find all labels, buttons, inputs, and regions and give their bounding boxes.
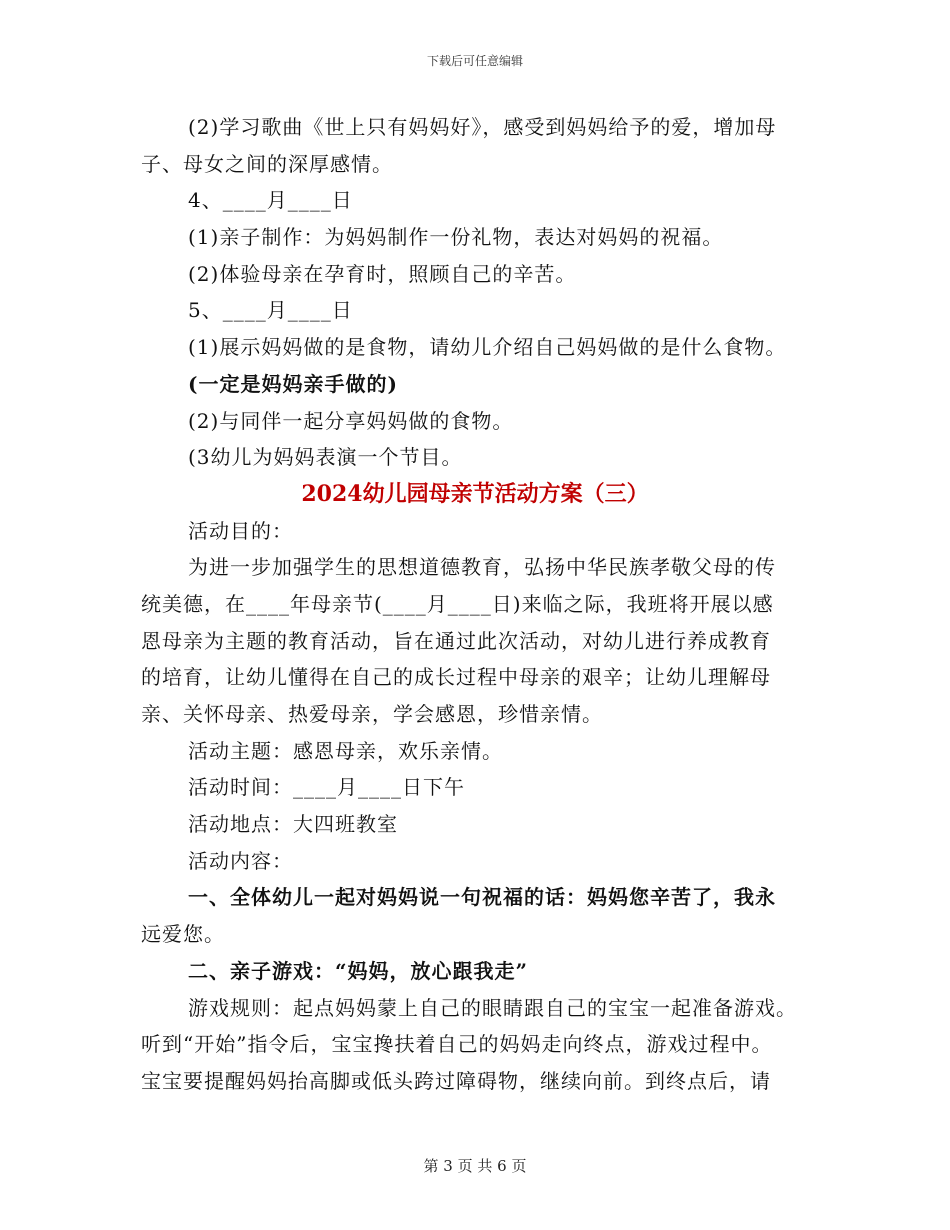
text-line: 统美德，在____年母亲节(____月____日)来临之际，我班将开展以感 — [141, 591, 774, 616]
text-line: (3幼儿为妈妈表演一个节目。 — [188, 445, 463, 470]
text-line: 子、母女之间的深厚感情。 — [141, 151, 393, 176]
text-line: 游戏规则：起点妈妈蒙上自己的眼睛跟自己的宝宝一起准备游戏。 — [188, 995, 797, 1020]
text-line: 为进一步加强学生的思想道德教育，弘扬中华民族孝敬父母的传 — [188, 555, 776, 580]
text-line: 活动地点：大四班教室 — [188, 812, 398, 837]
text-line: 活动内容： — [188, 848, 293, 873]
text-line: (2)与同伴一起分享妈妈做的食物。 — [188, 408, 514, 433]
document-body — [141, 109, 809, 1100]
text-line: (1)亲子制作：为妈妈制作一份礼物，表达对妈妈的祝福。 — [188, 225, 724, 250]
text-line: 远爱您。 — [141, 922, 225, 947]
text-line: (1)展示妈妈做的是食物，请幼儿介绍自己妈妈做的是什么食物。 — [188, 335, 787, 360]
text-line: 二、亲子游戏：“妈妈，放心跟我走” — [188, 958, 529, 983]
text-line: 听到“开始”指令后，宝宝搀扶着自己的妈妈走向终点，游戏过程中。 — [141, 1032, 773, 1057]
text-line: 一、全体幼儿一起对妈妈说一句祝福的话：妈妈您辛苦了，我永 — [188, 885, 776, 910]
text-line: 5、____月____日 — [188, 298, 353, 323]
text-line: (一定是妈妈亲手做的) — [188, 371, 398, 396]
text-line: (2)学习歌曲《世上只有妈妈好》，感受到妈妈给予的爱，增加母 — [188, 115, 777, 139]
text-line: 宝宝要提醒妈妈抬高脚或低头跨过障碍物，继续向前。到终点后，请 — [141, 1068, 771, 1093]
text-line: 活动主题：感恩母亲，欢乐亲情。 — [188, 738, 503, 763]
text-line: 4、____月____日 — [188, 188, 353, 213]
page-header: 下载后可任意编辑 — [426, 54, 523, 68]
text-line: 活动时间：____月____日下午 — [188, 775, 465, 800]
text-line: 活动目的： — [188, 518, 293, 543]
text-line: 亲、关怀母亲、热爱母亲，学会感恩，珍惜亲情。 — [141, 702, 603, 726]
text-line: 恩母亲为主题的教育活动，旨在通过此次活动，对幼儿进行养成教育 — [141, 628, 771, 653]
section-title: 2024幼儿园母亲节活动方案（三） — [301, 480, 649, 507]
text-line: 的培育，让幼儿懂得在自己的成长过程中母亲的艰辛；让幼儿理解母 — [141, 665, 771, 690]
page-footer: 第 3 页 共 6 页 — [423, 1157, 527, 1175]
text-line: (2)体验母亲在孕育时，照顾自己的辛苦。 — [188, 261, 577, 286]
